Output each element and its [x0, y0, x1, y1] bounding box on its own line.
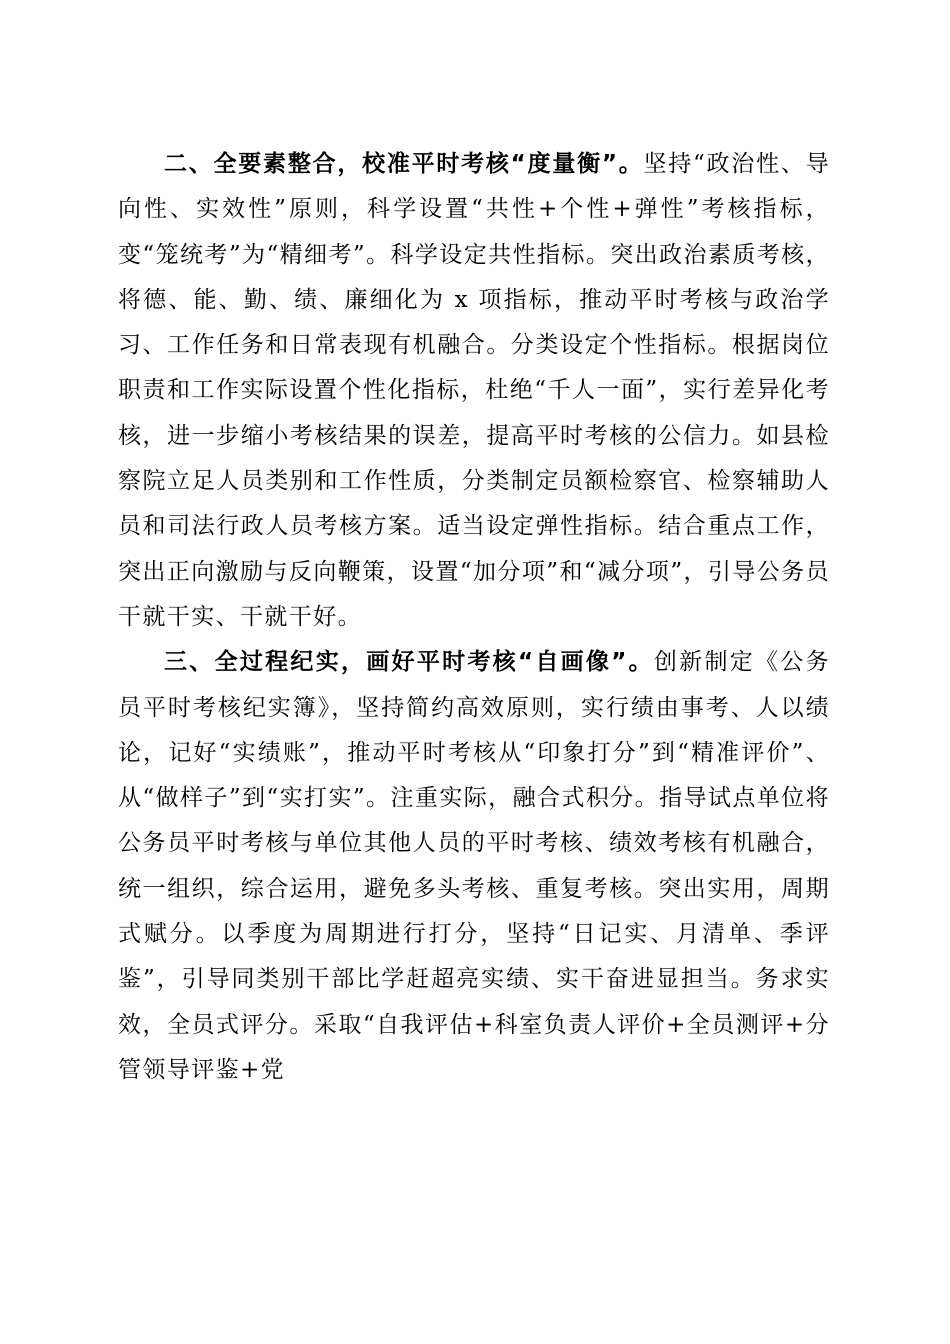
section-two-heading: 二、全要素整合，校准平时考核“度量衡”。 — [164, 151, 644, 177]
paragraph-section-two — [118, 142, 830, 640]
section-three-heading: 三、全过程纪实，画好平时考核“自画像”。 — [164, 649, 654, 676]
section-three-body: 创新制定《公务员平时考核纪实簿》，坚持简约高效原则，实行绩由事考、人以绩论，记好“实绩账”，推动平时考核从“印象打分”到“精准评价”、从“做样子”到“实打实”。注重实际，融合式积分。指导试点单位将公务员平时考核与单位其他人员的平时考核、绩效考核有机融合，统一组织，综合运用，避免多头考核、重复考核。突出实用，周期式赋分。以季度为周期进行打分，坚持“日记实、月清单、季评鉴”，引导同类别干部比学赶超亮实绩、实干奋进显担当。务求实效，全员式评分。采取“自我评估+科室负责人评价+全员测评+分管领导评鉴+党 — [118, 649, 830, 1083]
paragraph-section-three — [118, 640, 830, 1093]
document-body — [118, 142, 830, 1093]
section-two-body: 坚持“政治性、导向性、实效性”原则，科学设置“共性+个性+弹性”考核指标，变“笼统考”为“精细考”。科学设定共性指标。突出政治素质考核，将德、能、勤、绩、廉细化为 x 项指标，推动平时考核与政治学习、工作任务和日常表现有机融合。分类设定个性指标。根据岗位职责和工作实际设置个性化指标，杜绝“千人一面”，实行差异化考核，进一步缩小考核结果的误差，提高平时考核的公信力。如县检察院立足人员类别和工作性质，分类制定员额检察官、检察辅助人员和司法行政人员考核方案。适当设定弹性指标。结合重点工作，突出正向激励与反向鞭策，设置“加分项”和“减分项”，引导公务员干就干实、干就干好。 — [118, 151, 830, 630]
